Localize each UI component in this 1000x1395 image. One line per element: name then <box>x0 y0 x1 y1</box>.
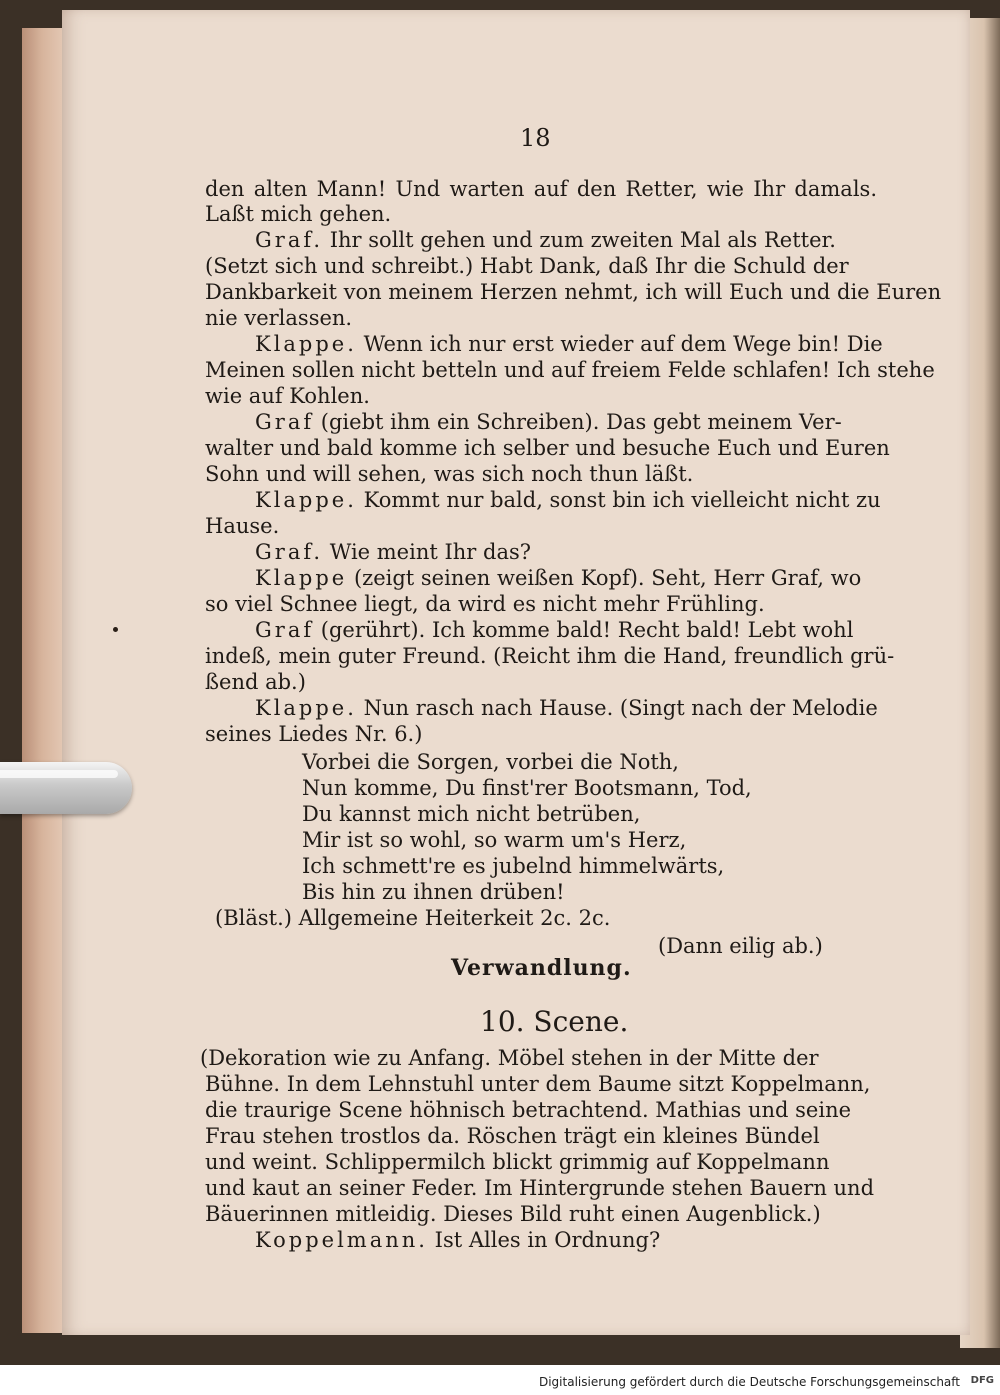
text-line <box>255 540 531 564</box>
text-line <box>255 566 861 590</box>
text-line: so viel Schnee liegt, da wird es nicht mehr Frühling. <box>205 592 765 616</box>
text-line: (Dekoration wie zu Anfang. Möbel stehen in der Mitte der <box>200 1046 819 1070</box>
stage-direction: (Dann eilig ab.) <box>658 934 823 958</box>
line-text: Kommt nur bald, sonst bin ich vielleicht nicht zu <box>363 488 881 512</box>
text-line <box>255 332 883 356</box>
text-line <box>255 410 842 434</box>
text-line: den alten Mann! Und warten auf den Retter, wie Ihr damals. <box>205 177 877 201</box>
speaker-name: Klappe. <box>255 488 357 512</box>
text-line: Dankbarkeit von meinem Herzen nehmt, ich will Euch und die Euren <box>205 280 942 304</box>
text-line: und kaut an seiner Feder. Im Hintergrunde stehen Bauern und <box>205 1176 875 1200</box>
verse-line: Bis hin zu ihnen drüben! <box>302 880 565 904</box>
section-heading-transformation: Verwandlung. <box>451 955 632 981</box>
text-line: Hause. <box>205 514 280 538</box>
text-line <box>255 228 836 252</box>
text-line: seines Liedes Nr. 6.) <box>205 722 423 746</box>
verse-line: Vorbei die Sorgen, vorbei die Noth, <box>302 750 679 774</box>
speaker-name: Klappe. <box>255 332 357 356</box>
text-line: walter und bald komme ich selber und besuche Euch und Euren <box>205 436 890 460</box>
speaker-name: Koppelmann. <box>255 1228 428 1252</box>
text-line: nie verlassen. <box>205 306 353 330</box>
line-text: (giebt ihm ein Schreiben). Das gebt meinem Ver- <box>320 410 842 434</box>
text-line: ßend ab.) <box>205 670 306 694</box>
text-line: (Setzt sich und schreibt.) Habt Dank, daß Ihr die Schuld der <box>205 254 849 278</box>
speaker-name: Klappe <box>255 566 348 590</box>
speaker-name: Graf. <box>255 228 324 252</box>
text-line: Meinen sollen nicht betteln und auf freiem Felde schlafen! Ich stehe <box>205 358 935 382</box>
line-text: (zeigt seinen weißen Kopf). Seht, Herr Graf, wo <box>353 566 862 590</box>
line-text: Wenn ich nur erst wieder auf dem Wege bin! Die <box>363 332 883 356</box>
line-text: Wie meint Ihr das? <box>329 540 531 564</box>
speaker-name: Graf <box>255 618 315 642</box>
verse-line: Du kannst mich nicht betrüben, <box>302 802 641 826</box>
text-line <box>255 1228 660 1252</box>
verse-line: Mir ist so wohl, so warm um's Herz, <box>302 828 687 852</box>
text-line <box>255 618 853 642</box>
text-line: Bühne. In dem Lehnstuhl unter dem Baume sitzt Koppelmann, <box>205 1072 871 1096</box>
text-line: Bäuerinnen mitleidig. Dieses Bild ruht einen Augenblick.) <box>205 1202 821 1226</box>
text-line: die traurige Scene höhnisch betrachtend. Mathias und seine <box>205 1098 852 1122</box>
text-line <box>255 696 878 720</box>
page-number: 18 <box>520 124 551 152</box>
verse-line: Nun komme, Du finst'rer Bootsmann, Tod, <box>302 776 752 800</box>
text-line <box>255 488 881 512</box>
page-clip-highlight <box>0 770 118 778</box>
text-line: Sohn und will sehen, was sich noch thun läßt. <box>205 462 694 486</box>
digitization-credit: Digitalisierung gefördert durch die Deutsche Forschungsgemeinschaft <box>538 1375 960 1389</box>
speaker-name: Klappe. <box>255 696 357 720</box>
line-text: Ist Alles in Ordnung? <box>434 1228 661 1252</box>
text-line: (Bläst.) Allgemeine Heiterkeit 2c. 2c. <box>215 906 611 930</box>
text-line: wie auf Kohlen. <box>205 384 370 408</box>
verse-line: Ich schmett're es jubelnd himmelwärts, <box>302 854 725 878</box>
line-text: Ihr sollt gehen und zum zweiten Mal als Retter. <box>329 228 836 252</box>
line-text: (gerührt). Ich komme bald! Recht bald! Lebt wohl <box>320 618 854 642</box>
speaker-name: Graf. <box>255 540 324 564</box>
text-line: Laßt mich gehen. <box>205 202 392 226</box>
text-line: indeß, mein guter Freund. (Reicht ihm die Hand, freundlich grü- <box>205 644 895 668</box>
ink-dot <box>113 627 118 632</box>
text-line: Frau stehen trostlos da. Röschen trägt ein kleines Bündel <box>205 1124 820 1148</box>
line-text: Nun rasch nach Hause. (Singt nach der Melodie <box>363 696 878 720</box>
text-line: und weint. Schlippermilch blickt grimmig auf Koppelmann <box>205 1150 830 1174</box>
dfg-logo: DFG <box>970 1375 994 1386</box>
speaker-name: Graf <box>255 410 315 434</box>
scene-heading: 10. Scene. <box>480 1005 629 1038</box>
